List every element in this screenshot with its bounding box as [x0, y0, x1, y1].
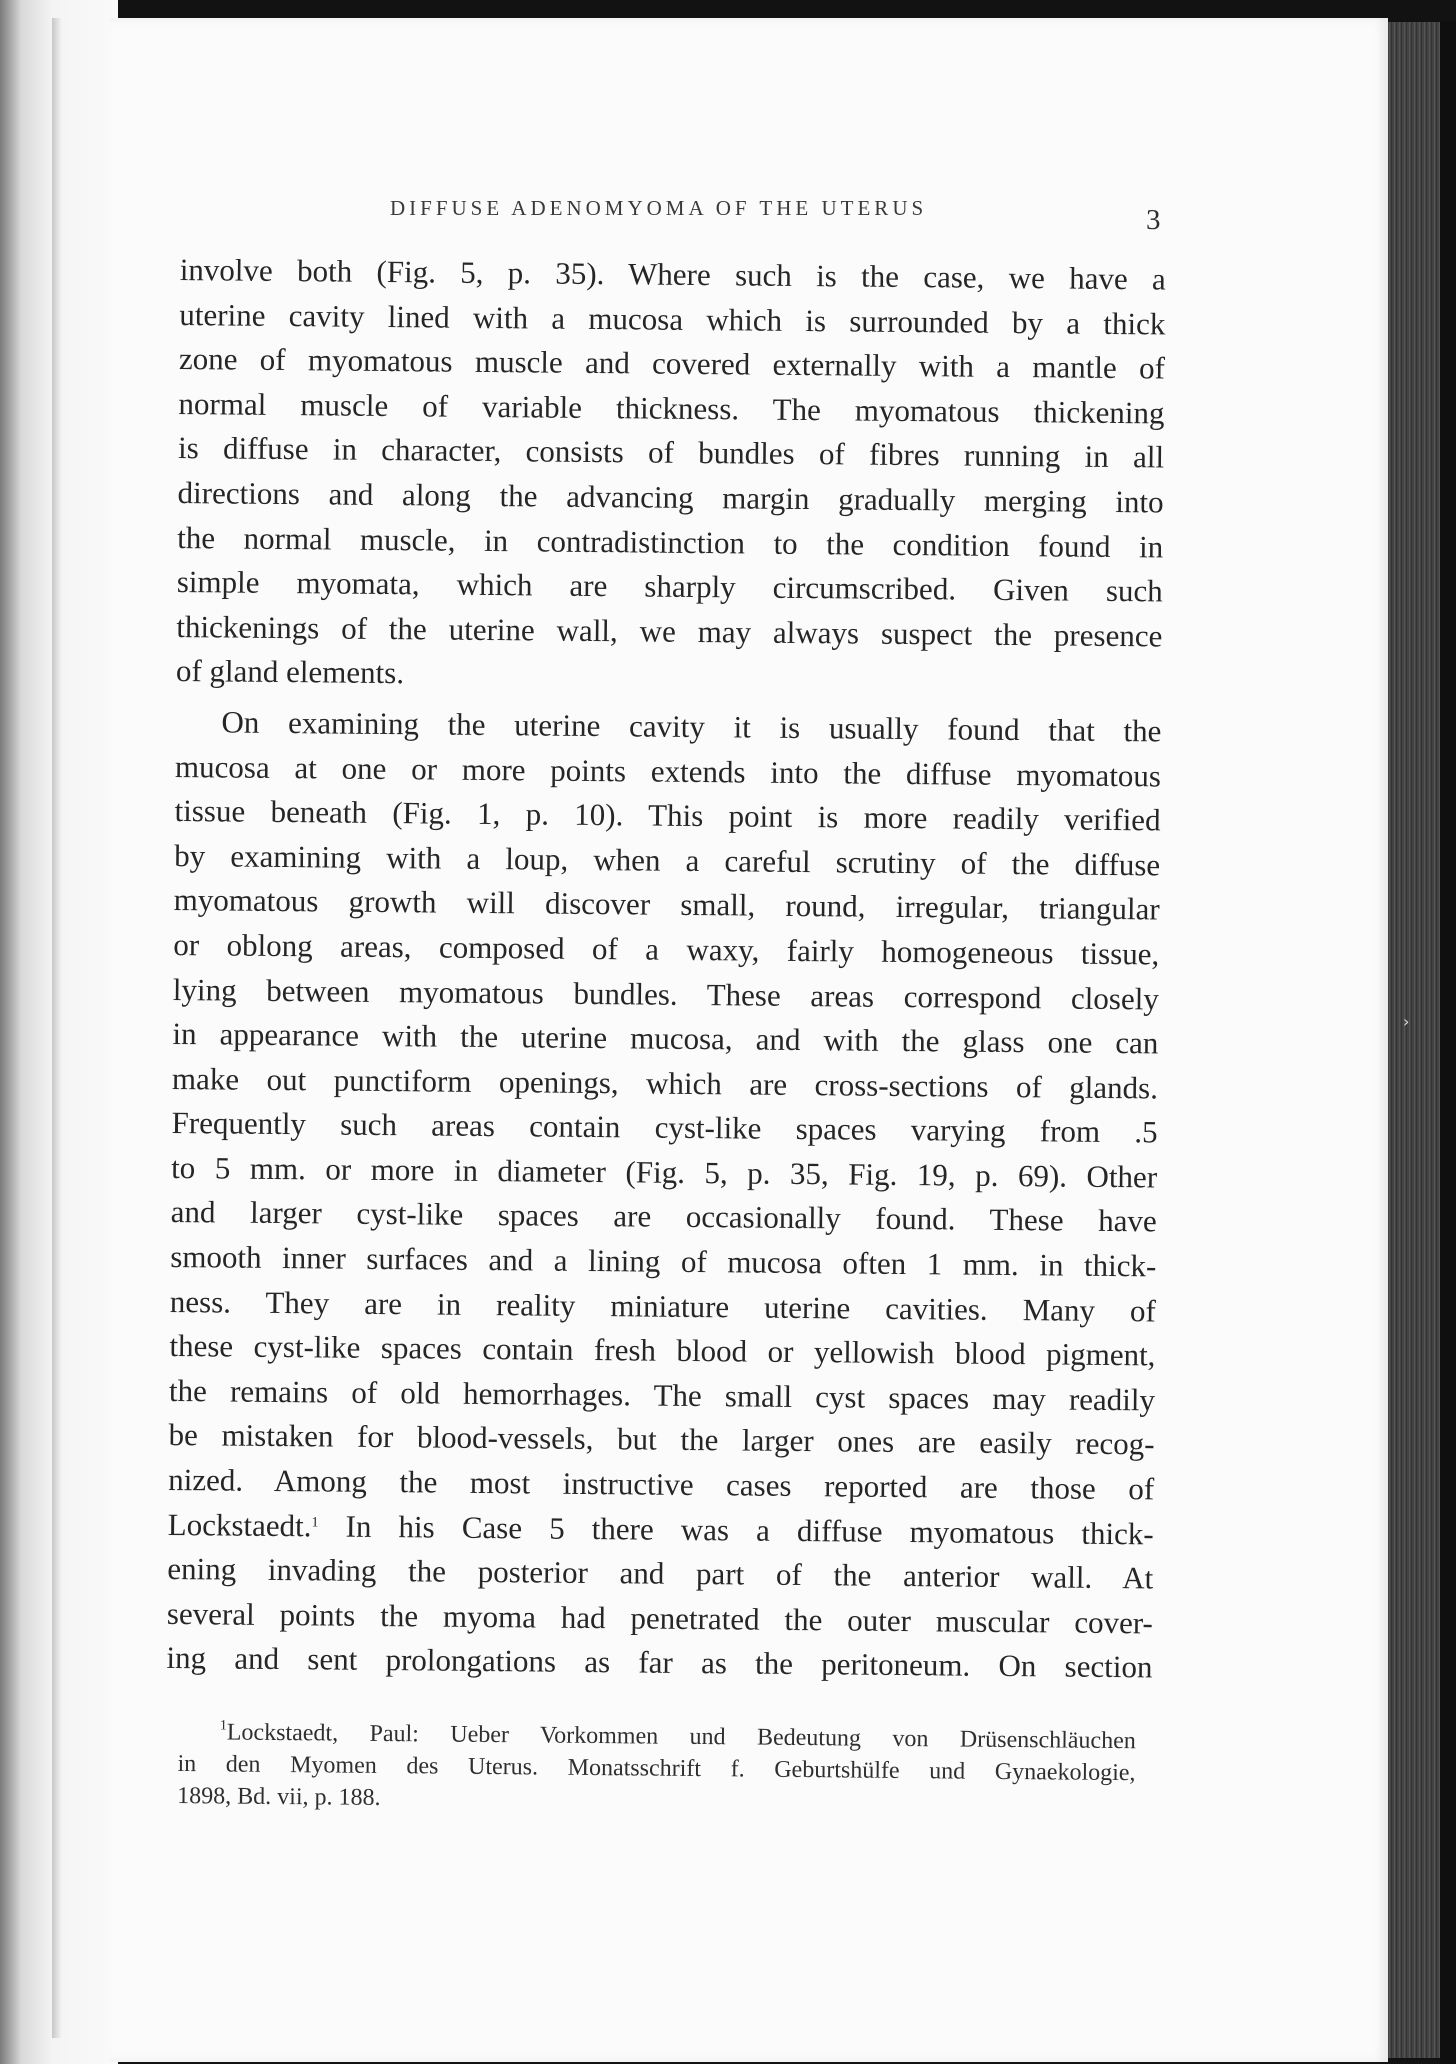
background-edge [1440, 22, 1456, 2064]
text-line: thickenings of the uterine wall, we may always suspect the presence [176, 608, 1163, 654]
text-line: ness. They are in reality miniature uterine cavities. Many of [169, 1283, 1157, 1329]
text-line: and larger cyst-like spaces are occasionally found. These have [170, 1194, 1157, 1239]
footnote-marker: 1 [219, 1718, 227, 1734]
text-line: by examining with a loup, when a careful scrutiny of the diffuse [174, 837, 1161, 883]
text-line: Frequently such areas contain cyst-like spaces varying from .5 [171, 1105, 1158, 1150]
page-number: 3 [1146, 204, 1161, 236]
running-head: DIFFUSE ADENOMYOMA OF THE UTERUS [390, 196, 928, 220]
footnote-reference[interactable]: 1 [311, 1514, 319, 1531]
text-line: ing and sent prolongations as far as the peritoneum. On section [166, 1640, 1153, 1685]
text-line: normal muscle of variable thickness. The myomatous thickening [178, 385, 1165, 431]
text-line: make out punctiform openings, which are cross-sections of glands. [171, 1060, 1159, 1106]
text-line: to 5 mm. or more in diameter (Fig. 5, p. 35, Fig. 19, p. 69). Other [171, 1149, 1158, 1195]
text-line: involve both (Fig. 5, p. 35). Where such is the case, we have a [179, 251, 1166, 297]
text-line: simple myomata, which are sharply circumscribed. Given such [176, 564, 1163, 609]
text-line: lying between myomatous bundles. These areas correspond closely [172, 971, 1160, 1016]
text-line: zone of myomatous muscle and covered externally with a mantle of [178, 341, 1166, 386]
text-line: smooth inner surfaces and a lining of mucosa often 1 mm. in thick- [170, 1239, 1157, 1284]
text-line: uterine cavity lined with a mucosa which is surrounded by a thick [179, 296, 1166, 342]
footnote-text: Lockstaedt, Paul: Ueber Vorkommen und Bedeutung von Drüsenschläuchen [226, 1719, 1136, 1755]
text-line: On examining the uterine cavity it is usually found that the [221, 704, 1162, 749]
gutter-shadow [52, 18, 62, 2038]
margin-mark: › [1403, 1012, 1410, 1031]
footnote-line: 1898, Bd. vii, p. 188. [177, 1782, 381, 1811]
text-line: be mistaken for blood-vessels, but the larger ones are easily recog- [168, 1417, 1155, 1462]
text-line: of gland elements. [175, 653, 405, 691]
text-line: nized. Among the most instructive cases reported are those of [168, 1461, 1155, 1507]
footnote [177, 1716, 1136, 1821]
text-line: tissue beneath (Fig. 1, p. 10). This point is more readily verified [174, 793, 1161, 838]
page-block-edges [1388, 22, 1440, 2058]
footnote-line: in den Myomen des Uterus. Monatsschrift f. Geburtshülfe und Gynaekologie, [177, 1750, 1136, 1787]
text-line: the remains of old hemorrhages. The small cyst spaces may readily [168, 1372, 1156, 1418]
text-line: ening invading the posterior and part of the anterior wall. At [167, 1551, 1154, 1596]
text-line: these cyst-like spaces contain fresh blood or yellowish blood pigment, [169, 1328, 1156, 1373]
text-line: in appearance with the uterine mucosa, and with the glass one can [172, 1016, 1159, 1061]
body-text [166, 248, 1166, 1690]
text-line: or oblong areas, composed of a waxy, fairly homogeneous tissue, [173, 926, 1160, 972]
text-line: is diffuse in character, consists of bundles of fibres running in all [177, 430, 1165, 475]
text-line: mucosa at one or more points extends into the diffuse myomatous [174, 748, 1162, 793]
text-line: myomatous growth will discover small, round, irregular, triangular [173, 882, 1160, 927]
text-line-rest: In his Case 5 there was a diffuse myomatous thick- [318, 1508, 1154, 1552]
text-line: the normal muscle, in contradistinction to the condition found in [177, 519, 1164, 565]
text-line: directions and along the advancing margin gradually merging into [177, 474, 1164, 520]
cited-author: Lockstaedt. [167, 1506, 312, 1543]
text-line: several points the myoma had penetrated the outer muscular cover- [166, 1595, 1154, 1641]
